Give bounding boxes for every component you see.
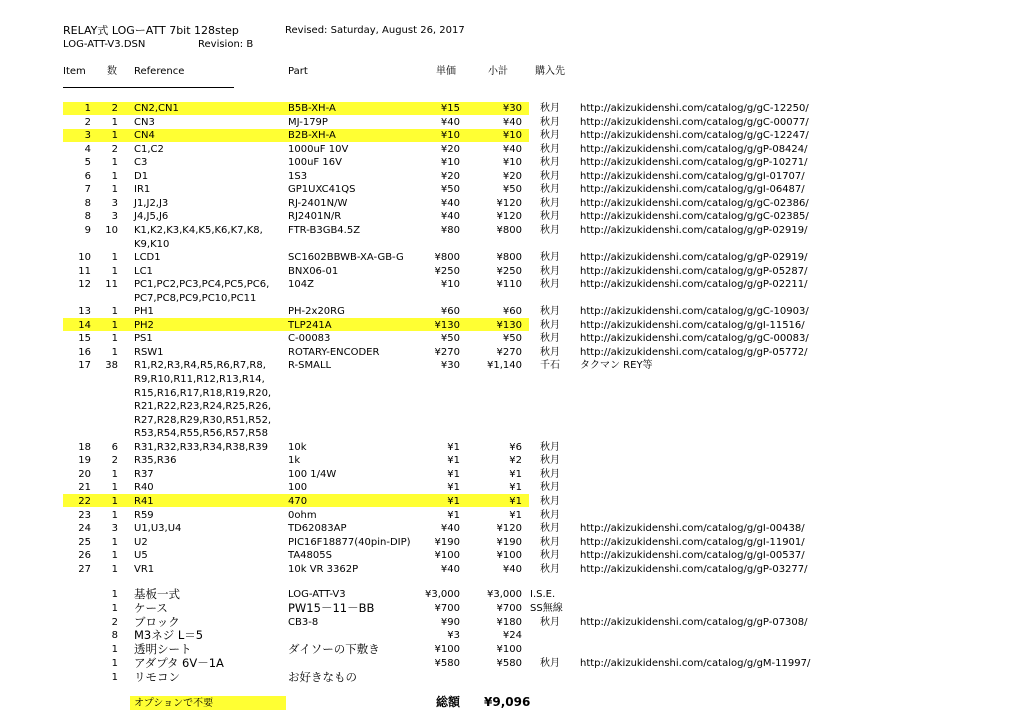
part-name: 104Z [288,279,314,291]
subtotal: ¥30 [502,103,522,114]
subtotal: ¥60 [502,306,522,318]
subtotal: ¥580 [496,658,522,669]
vendor: 秋月 [540,170,560,182]
quantity: 10 [105,224,118,236]
reference: R35,R36 [134,455,177,467]
unit-price: ¥20 [440,170,460,182]
vendor-link[interactable]: http://akizukidenshi.com/catalog/g/gM-11997/ [580,658,811,669]
reference: LC1 [134,265,153,277]
part-name: CB3-8 [288,616,319,628]
quantity: 1 [111,333,118,345]
part-name: LOG-ATT-V3 [288,589,346,600]
vendor-link[interactable]: http://akizukidenshi.com/catalog/g/gP-02919/ [580,252,808,264]
item-name: M3ネジ L＝5 [134,628,204,643]
item-number: 5 [84,157,91,169]
unit-price: ¥40 [440,197,460,209]
part-name: 1000uF 10V [288,143,349,155]
item-number: 6 [84,170,91,182]
quantity: 1 [111,509,118,521]
vendor-link[interactable]: http://akizukidenshi.com/catalog/g/gP-05772/ [580,346,808,358]
subtotal: ¥40 [502,143,522,155]
reference: CN2,CN1 [134,103,179,114]
quantity: 1 [111,265,118,277]
item-number: 3 [84,130,91,142]
reference: R27,R28,R29,R30,R51,R52, [134,414,272,426]
subtotal: ¥1 [509,482,522,494]
vendor: 秋月 [540,130,560,142]
reference: C1,C2 [134,143,164,155]
unit-price: ¥50 [440,333,460,345]
column-header-unit-price: 単価 [436,66,456,77]
item-number: 8 [84,211,91,223]
quantity: 1 [111,346,118,358]
item-number: 16 [78,346,91,358]
reference: D1 [134,170,149,182]
subtotal: ¥50 [502,184,522,196]
vendor-link[interactable]: http://akizukidenshi.com/catalog/g/gC-02386/ [580,197,809,209]
part-name: 100 1/4W [288,468,337,480]
quantity: 1 [111,252,118,264]
vendor-link[interactable]: http://akizukidenshi.com/catalog/g/gP-02919/ [580,224,808,236]
vendor: 秋月 [540,143,560,155]
column-header-qty: 数 [107,66,117,77]
item-number: 10 [78,252,91,264]
part-name: 1k [288,455,301,467]
item-number: 23 [78,509,91,521]
part-name: 0ohm [288,509,317,521]
item-number: 11 [78,265,91,277]
column-header-reference: Reference [134,66,185,77]
quantity: 1 [111,495,118,507]
unit-price: ¥40 [440,116,460,128]
item-name: ケース [134,600,168,615]
unit-price: ¥700 [434,602,460,614]
vendor: 秋月 [540,116,560,128]
subtotal: ¥120 [496,523,522,535]
quantity: 1 [111,130,118,142]
unit-price: ¥80 [440,224,460,236]
vendor: 秋月 [540,563,560,575]
quantity: 1 [111,658,118,669]
vendor: 秋月 [540,265,560,277]
quantity: 3 [111,211,118,223]
quantity: 1 [111,319,118,331]
quantity: 6 [111,441,118,453]
reference: LCD1 [134,252,161,264]
vendor: 秋月 [540,319,560,331]
vendor: 秋月 [540,184,560,196]
unit-price: ¥270 [434,346,460,358]
item-number: 8 [84,197,91,209]
sheet-title: RELAY式 LOGーATT 7bit 128step [63,24,239,37]
vendor-note: タクマン REY等 [580,360,653,372]
item-name: 透明シート [134,642,192,657]
reference: IR1 [134,184,151,196]
vendor: SS無線 [530,602,563,614]
quantity: 3 [111,523,118,535]
reference: RSW1 [134,346,164,358]
reference: K1,K2,K3,K4,K5,K6,K7,K8, [134,224,263,236]
subtotal: ¥3,000 [487,589,522,600]
vendor: 秋月 [540,333,560,345]
reference: K9,K10 [134,238,170,250]
part-name: MJ-179P [288,116,328,128]
item-number: 14 [78,319,91,331]
vendor: 秋月 [540,468,560,480]
reference: R9,R10,R11,R12,R13,R14, [134,374,265,385]
part-name: FTR-B3GB4.5Z [288,224,361,236]
revision-label: Revision: B [198,39,254,50]
reference: R1,R2,R3,R4,R5,R6,R7,R8, [134,360,266,372]
part-name: TD62083AP [288,523,347,535]
column-header-vendor: 購入先 [535,66,565,77]
item-number: 2 [84,116,91,128]
part-name: ダイソーの下敷き [288,642,380,657]
item-number: 9 [84,224,91,236]
reference: R31,R32,R33,R34,R38,R39 [134,441,268,453]
vendor: 秋月 [540,157,560,169]
item-number: 13 [78,306,91,318]
unit-price: ¥10 [440,130,460,142]
vendor-link[interactable]: http://akizukidenshi.com/catalog/g/gP-03277/ [580,563,808,575]
quantity: 1 [111,306,118,318]
subtotal: ¥10 [502,157,522,169]
part-name: PW15－11－BB [288,600,375,615]
subtotal: ¥270 [496,346,522,358]
item-number: 7 [84,184,91,196]
item-number: 25 [78,536,91,548]
vendor-link[interactable]: http://akizukidenshi.com/catalog/g/gC-12250/ [580,103,809,114]
part-name: B5B-XH-A [288,103,336,114]
reference: PS1 [134,333,153,345]
unit-price: ¥250 [434,265,460,277]
item-number: 19 [78,455,91,467]
vendor: I.S.E. [530,589,556,600]
item-number: 18 [78,441,91,453]
reference: U2 [134,536,148,548]
part-name: ROTARY-ENCODER [288,346,380,358]
vendor-link[interactable]: http://akizukidenshi.com/catalog/g/gP-02211/ [580,279,808,291]
subtotal: ¥180 [496,616,522,628]
quantity: 1 [111,536,118,548]
quantity: 1 [111,550,118,562]
vendor: 秋月 [540,211,560,223]
reference: VR1 [134,563,155,575]
reference: PH1 [134,306,154,318]
vendor: 秋月 [540,455,560,467]
subtotal: ¥100 [496,644,522,656]
subtotal: ¥800 [496,252,522,264]
unit-price: ¥40 [440,523,460,535]
vendor-link[interactable]: http://akizukidenshi.com/catalog/g/gI-11901/ [580,536,805,548]
subtotal: ¥250 [496,265,522,277]
quantity: 38 [105,360,118,372]
vendor: 千石 [540,360,560,372]
unit-price: ¥40 [440,211,460,223]
option-note: オプションで不要 [134,698,214,709]
subtotal: ¥130 [496,319,522,331]
unit-price: ¥1 [447,455,460,467]
reference: PC7,PC8,PC9,PC10,PC11 [134,292,257,304]
quantity: 1 [111,157,118,169]
vendor: 秋月 [540,658,560,669]
unit-price: ¥190 [434,536,460,548]
part-name: C-00083 [288,333,331,345]
vendor-link[interactable]: http://akizukidenshi.com/catalog/g/gI-00438/ [580,523,805,535]
item-number: 24 [78,523,91,535]
reference: R41 [134,495,154,507]
vendor: 秋月 [540,346,560,358]
unit-price: ¥10 [440,279,460,291]
quantity: 1 [111,468,118,480]
part-name: GP1UXC41QS [288,184,356,196]
unit-price: ¥800 [434,252,460,264]
reference: R15,R16,R17,R18,R19,R20, [134,387,272,399]
subtotal: ¥800 [496,224,522,236]
quantity: 11 [105,279,118,291]
part-name: 470 [288,495,308,507]
quantity: 8 [111,630,118,642]
vendor: 秋月 [540,509,560,521]
subtotal: ¥20 [502,170,522,182]
vendor: 秋月 [540,616,560,628]
reference: R53,R54,R55,R56,R57,R58 [134,428,268,440]
unit-price: ¥50 [440,184,460,196]
part-name: PIC16F18877(40pin-DIP) [288,536,411,548]
unit-price: ¥10 [440,157,460,169]
vendor-link[interactable]: http://akizukidenshi.com/catalog/g/gP-07308/ [580,616,808,628]
unit-price: ¥1 [447,495,460,507]
subtotal: ¥1 [509,495,522,507]
vendor-link[interactable]: http://akizukidenshi.com/catalog/g/gC-10903/ [580,306,809,318]
reference: R21,R22,R23,R24,R25,R26, [134,401,272,413]
subtotal: ¥10 [502,130,522,142]
column-header-part: Part [288,66,308,77]
reference: R40 [134,482,154,494]
vendor: 秋月 [540,482,560,494]
quantity: 1 [111,116,118,128]
part-name: RJ2401N/R [288,211,342,223]
unit-price: ¥40 [440,563,460,575]
reference: U5 [134,550,148,562]
vendor-link[interactable]: http://akizukidenshi.com/catalog/g/gI-00537/ [580,550,805,562]
quantity: 2 [111,103,118,114]
subtotal: ¥1,140 [487,360,522,372]
vendor: 秋月 [540,252,560,264]
part-name: RJ-2401N/W [288,197,348,209]
part-name: 1S3 [288,170,308,182]
column-header-item: Item [63,66,86,77]
quantity: 3 [111,197,118,209]
reference: J4,J5,J6 [134,211,169,223]
subtotal: ¥50 [502,333,522,345]
subtotal: ¥2 [509,455,522,467]
subtotal: ¥120 [496,211,522,223]
part-name: TA4805S [288,550,332,562]
revised-date: Revised: Saturday, August 26, 2017 [285,25,465,36]
quantity: 1 [111,589,118,600]
subtotal: ¥190 [496,536,522,548]
vendor: 秋月 [540,550,560,562]
subtotal: ¥110 [496,279,522,291]
vendor-link[interactable]: http://akizukidenshi.com/catalog/g/gP-10271/ [580,157,808,169]
vendor-link[interactable]: http://akizukidenshi.com/catalog/g/gC-12247/ [580,130,809,142]
part-name: PH-2x20RG [288,306,345,318]
item-number: 26 [78,550,91,562]
subtotal: ¥1 [509,468,522,480]
reference: CN4 [134,130,155,142]
reference: U1,U3,U4 [134,523,182,535]
vendor: 秋月 [540,495,560,507]
quantity: 1 [111,644,118,656]
part-name: R-SMALL [288,360,332,372]
subtotal: ¥120 [496,197,522,209]
unit-price: ¥130 [434,319,460,331]
part-name: BNX06-01 [288,265,339,277]
subtotal: ¥100 [496,550,522,562]
total-value: ¥9,096 [484,695,531,709]
quantity: 1 [111,184,118,196]
vendor: 秋月 [540,536,560,548]
subtotal: ¥1 [509,509,522,521]
item-name: アダプタ 6V－1A [134,656,224,670]
vendor-link[interactable]: http://akizukidenshi.com/catalog/g/gC-00083/ [580,333,809,345]
item-number: 15 [78,333,91,345]
reference: R59 [134,509,154,521]
vendor-link[interactable]: http://akizukidenshi.com/catalog/g/gI-06487/ [580,184,805,196]
unit-price: ¥1 [447,441,460,453]
quantity: 1 [111,671,118,683]
part-name: 100uF 16V [288,157,342,169]
item-number: 17 [78,360,91,372]
item-number: 27 [78,563,91,575]
unit-price: ¥60 [440,306,460,318]
part-name: 10k [288,441,307,453]
file-name: LOG-ATT-V3.DSN [63,39,146,50]
subtotal: ¥24 [502,630,522,642]
column-header-subtotal: 小計 [488,66,508,77]
total-label: 総額 [436,695,461,709]
item-name: リモコン [134,669,180,684]
subtotal: ¥700 [496,602,522,614]
part-name: お好きなもの [288,669,357,684]
quantity: 1 [111,563,118,575]
vendor-link[interactable]: http://akizukidenshi.com/catalog/g/gC-00077/ [580,116,809,128]
unit-price: ¥20 [440,143,460,155]
reference: R37 [134,468,154,480]
reference: CN3 [134,116,155,128]
vendor: 秋月 [540,441,560,453]
item-number: 21 [78,482,91,494]
vendor: 秋月 [540,224,560,236]
quantity: 1 [111,170,118,182]
header-divider [63,87,234,88]
part-name: TLP241A [288,319,332,331]
unit-price: ¥100 [434,550,460,562]
unit-price: ¥90 [440,616,460,628]
unit-price: ¥1 [447,482,460,494]
reference: J1,J2,J3 [134,197,169,209]
item-number: 20 [78,468,91,480]
item-name: ブロック [134,614,180,629]
unit-price: ¥580 [434,658,460,669]
unit-price: ¥3 [447,630,460,642]
quantity: 1 [111,602,118,614]
item-number: 4 [84,143,91,155]
vendor-link[interactable]: http://akizukidenshi.com/catalog/g/gP-05287/ [580,265,808,277]
vendor: 秋月 [540,523,560,535]
quantity: 1 [111,482,118,494]
item-number: 12 [78,279,91,291]
vendor: 秋月 [540,306,560,318]
quantity: 2 [111,143,118,155]
unit-price: ¥30 [440,360,460,372]
reference: PH2 [134,319,154,331]
unit-price: ¥1 [447,468,460,480]
subtotal: ¥6 [509,441,522,453]
quantity: 2 [111,616,118,628]
vendor-link[interactable]: http://akizukidenshi.com/catalog/g/gC-02385/ [580,211,809,223]
part-name: B2B-XH-A [288,130,336,142]
part-name: SC1602BBWB-XA-GB-G [288,252,404,264]
unit-price: ¥15 [440,103,460,114]
quantity: 2 [111,455,118,467]
vendor-link[interactable]: http://akizukidenshi.com/catalog/g/gI-01707/ [580,170,805,182]
vendor: 秋月 [540,197,560,209]
vendor-link[interactable]: http://akizukidenshi.com/catalog/g/gI-11516/ [580,319,805,331]
vendor: 秋月 [540,279,560,291]
vendor: 秋月 [540,103,560,114]
item-number: 22 [78,495,91,507]
item-number: 1 [84,103,91,114]
reference: PC1,PC2,PC3,PC4,PC5,PC6, [134,279,270,291]
part-name: 100 [288,482,308,494]
item-name: 基板一式 [134,587,180,601]
unit-price: ¥100 [434,644,460,656]
unit-price: ¥3,000 [425,589,460,600]
reference: C3 [134,157,148,169]
part-name: 10k VR 3362P [288,563,359,575]
unit-price: ¥1 [447,509,460,521]
subtotal: ¥40 [502,563,522,575]
vendor-link[interactable]: http://akizukidenshi.com/catalog/g/gP-08424/ [580,143,808,155]
subtotal: ¥40 [502,116,522,128]
